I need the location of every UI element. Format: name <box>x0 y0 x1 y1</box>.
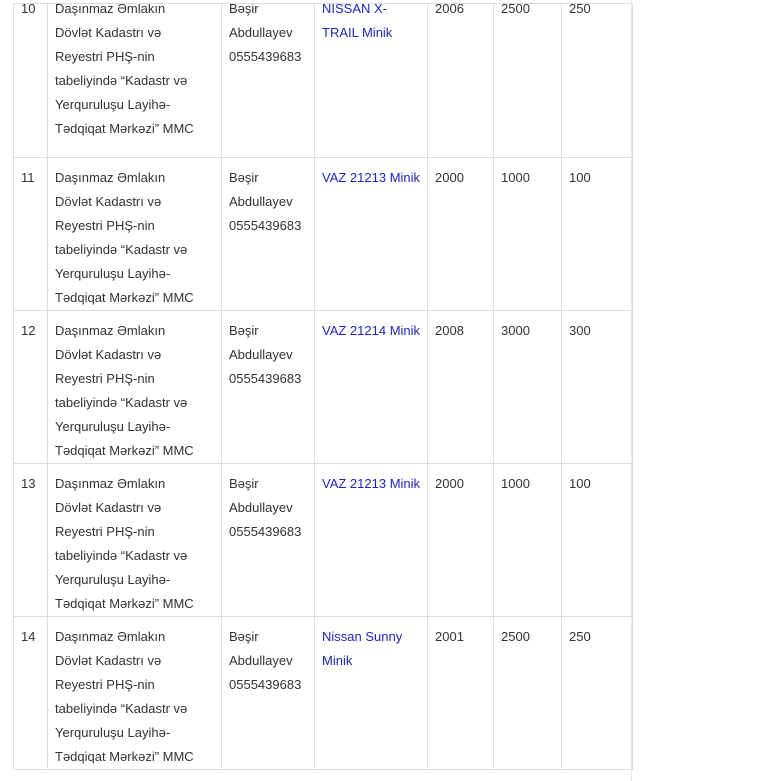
organization-line: tabeliyində “Kadastr və <box>55 548 188 563</box>
table-row <box>14 311 633 464</box>
row-number: 10 <box>21 3 36 16</box>
vehicle-year: 2000 <box>435 476 464 491</box>
organization-line: Yerquruluşu Layihə- <box>55 266 171 281</box>
row-number: 12 <box>21 323 36 338</box>
vehicle-value: 2500 <box>501 629 530 644</box>
vehicle-link-line[interactable]: Minik <box>322 653 353 668</box>
organization-line: tabeliyində “Kadastr və <box>55 73 188 88</box>
vehicle-tax: 250 <box>569 629 591 644</box>
organization-line: Daşınmaz Əmlakın <box>55 323 166 338</box>
organization-line: Dövlət Kadastrı və <box>55 25 162 40</box>
vehicle-cell <box>315 464 428 617</box>
vehicle-table <box>13 3 633 770</box>
vehicle-link[interactable] <box>322 472 421 496</box>
vehicle-value: 2500 <box>501 3 530 16</box>
vehicle-link-line[interactable]: Nissan Sunny <box>322 629 403 644</box>
vehicle-link-line[interactable]: TRAIL Minik <box>322 25 393 40</box>
vehicle-tax: 100 <box>569 476 591 491</box>
year-cell <box>428 158 494 311</box>
vehicle-tax: 100 <box>569 170 591 185</box>
organization-line: Daşınmaz Əmlakın <box>55 476 166 491</box>
contact-phone: 0555439683 <box>229 371 302 386</box>
organization-cell <box>48 158 222 311</box>
contact-line: Abdullayev <box>229 347 293 362</box>
contact-line: Bəşir <box>229 476 259 491</box>
tax-cell <box>562 4 633 158</box>
row-number: 14 <box>21 629 36 644</box>
contact-line: Abdullayev <box>229 194 293 209</box>
value-cell <box>494 311 562 464</box>
contact-phone: 0555439683 <box>229 49 302 64</box>
vehicle-link-line[interactable]: VAZ 21214 Minik <box>322 323 421 338</box>
vehicle-cell <box>315 4 428 158</box>
contact-line: Bəşir <box>229 323 259 338</box>
vehicle-year: 2006 <box>435 3 464 16</box>
vehicle-cell <box>315 617 428 770</box>
tax-cell <box>562 311 633 464</box>
vehicle-value: 1000 <box>501 170 530 185</box>
organization-line: Tədqiqat Mərkəzi” MMC <box>55 749 194 764</box>
contact-line: Abdullayev <box>229 653 293 668</box>
organization-line: Dövlət Kadastrı və <box>55 500 162 515</box>
contact-line: Abdullayev <box>229 500 293 515</box>
vehicle-tax: 250 <box>569 3 591 16</box>
table-row <box>14 464 633 617</box>
organization-line: Daşınmaz Əmlakın <box>55 629 166 644</box>
vehicle-link-line[interactable]: NISSAN X- <box>322 3 388 16</box>
vehicle-link[interactable] <box>322 166 421 190</box>
value-cell <box>494 617 562 770</box>
organization-line: Yerquruluşu Layihə- <box>55 572 171 587</box>
row-number-cell <box>14 617 48 770</box>
tax-cell <box>562 464 633 617</box>
organization-line: Reyestri PHŞ-nin <box>55 371 155 386</box>
contact-cell <box>222 464 315 617</box>
contact-phone: 0555439683 <box>229 677 302 692</box>
row-number: 11 <box>21 170 35 185</box>
organization-line: tabeliyində “Kadastr və <box>55 395 188 410</box>
row-number-cell <box>14 4 48 158</box>
value-cell <box>494 158 562 311</box>
organization-line: Reyestri PHŞ-nin <box>55 524 155 539</box>
organization-line: Dövlət Kadastrı və <box>55 194 162 209</box>
row-number-cell <box>14 464 48 617</box>
year-cell <box>428 464 494 617</box>
vehicle-link[interactable] <box>322 625 421 673</box>
table-row <box>14 158 633 311</box>
organization-line: Yerquruluşu Layihə- <box>55 725 171 740</box>
vehicle-tax: 300 <box>569 323 591 338</box>
tax-cell <box>562 617 633 770</box>
table-row <box>14 4 633 158</box>
organization-line: Daşınmaz Əmlakın <box>55 3 166 16</box>
year-cell <box>428 4 494 158</box>
organization-line: Tədqiqat Mərkəzi” MMC <box>55 290 194 305</box>
contact-phone: 0555439683 <box>229 524 302 539</box>
organization-line: Dövlət Kadastrı və <box>55 347 162 362</box>
organization-line: Tədqiqat Mərkəzi” MMC <box>55 121 194 136</box>
table-row <box>14 617 633 770</box>
organization-cell <box>48 617 222 770</box>
row-number: 13 <box>21 476 36 491</box>
organization-cell <box>48 464 222 617</box>
contact-cell <box>222 4 315 158</box>
vehicle-value: 1000 <box>501 476 530 491</box>
contact-line: Bəşir <box>229 629 259 644</box>
organization-line: Reyestri PHŞ-nin <box>55 677 155 692</box>
vehicle-cell <box>315 311 428 464</box>
contact-cell <box>222 158 315 311</box>
vehicle-link[interactable] <box>322 4 421 46</box>
row-number-cell <box>14 158 48 311</box>
vehicle-cell <box>315 158 428 311</box>
vehicle-link[interactable] <box>322 319 421 343</box>
vehicle-year: 2008 <box>435 323 464 338</box>
organization-line: Daşınmaz Əmlakın <box>55 170 166 185</box>
organization-line: tabeliyində “Kadastr və <box>55 242 188 257</box>
contact-phone: 0555439683 <box>229 218 302 233</box>
value-cell <box>494 4 562 158</box>
organization-line: Dövlət Kadastrı və <box>55 653 162 668</box>
contact-cell <box>222 617 315 770</box>
organization-line: Tədqiqat Mərkəzi” MMC <box>55 596 194 611</box>
organization-line: tabeliyində “Kadastr və <box>55 701 188 716</box>
vehicle-value: 3000 <box>501 323 530 338</box>
vehicle-year: 2001 <box>435 629 464 644</box>
contact-line: Abdullayev <box>229 25 293 40</box>
value-cell <box>494 464 562 617</box>
vehicle-link-line[interactable]: VAZ 21213 Minik <box>322 476 421 491</box>
organization-line: Reyestri PHŞ-nin <box>55 49 155 64</box>
organization-cell <box>48 4 222 158</box>
organization-line: Tədqiqat Mərkəzi” MMC <box>55 443 194 458</box>
vehicle-link-line[interactable]: VAZ 21213 Minik <box>322 170 421 185</box>
year-cell <box>428 311 494 464</box>
year-cell <box>428 617 494 770</box>
row-number-cell <box>14 311 48 464</box>
contact-line: Bəşir <box>229 170 259 185</box>
organization-line: Yerquruluşu Layihə- <box>55 97 171 112</box>
tax-cell <box>562 158 633 311</box>
contact-line: Bəşir <box>229 3 259 16</box>
organization-line: Yerquruluşu Layihə- <box>55 419 171 434</box>
organization-line: Reyestri PHŞ-nin <box>55 218 155 233</box>
vehicle-year: 2000 <box>435 170 464 185</box>
organization-cell <box>48 311 222 464</box>
contact-cell <box>222 311 315 464</box>
